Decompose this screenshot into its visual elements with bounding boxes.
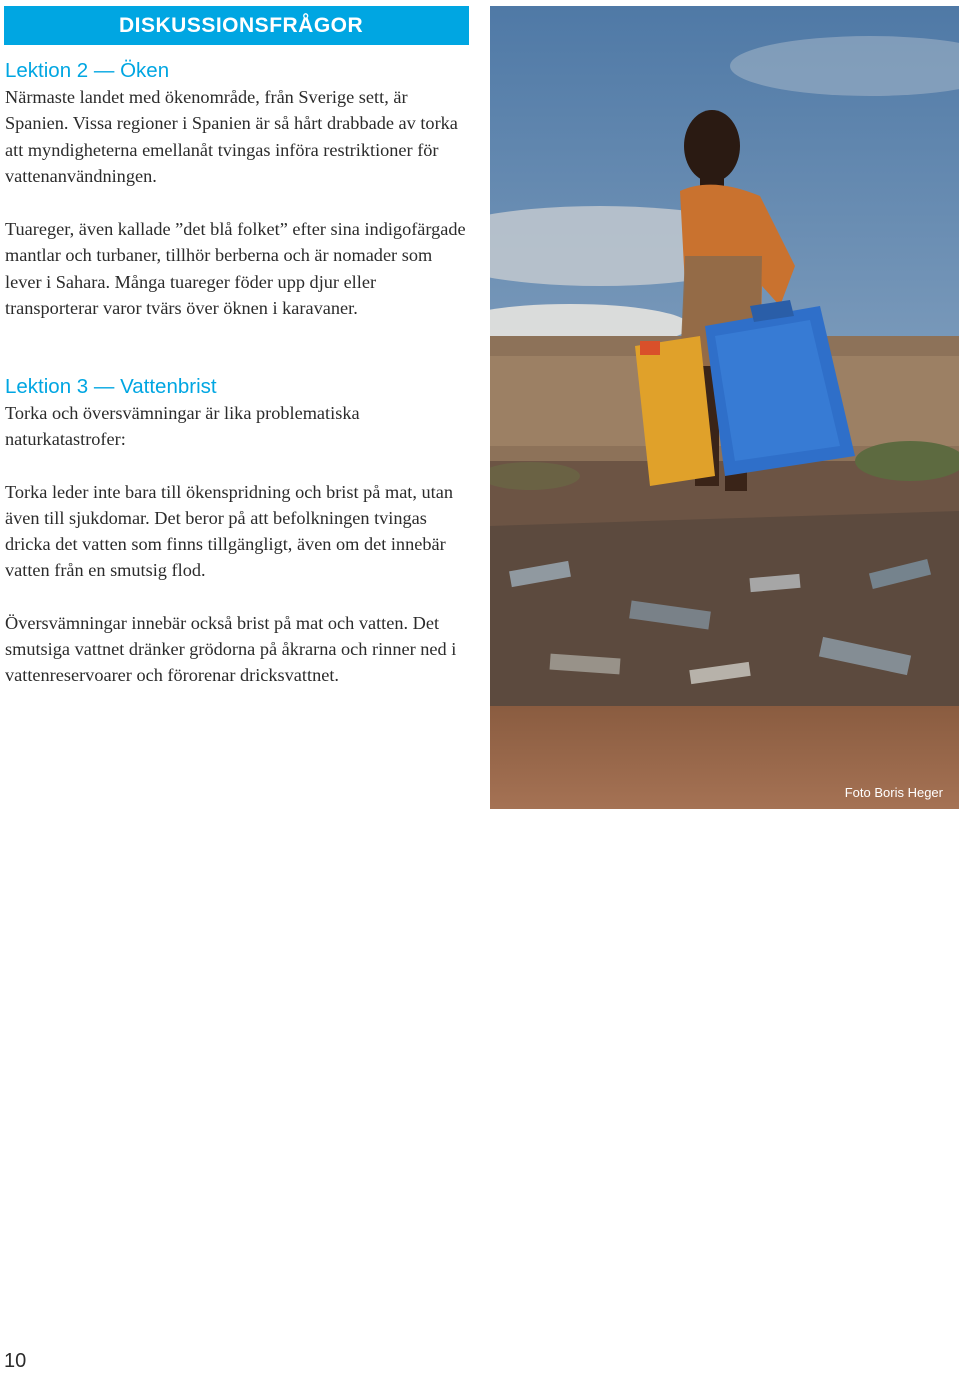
banner-title: DISKUSSIONSFRÅGOR	[119, 14, 364, 37]
photo-child-with-water-cans	[490, 6, 959, 809]
lesson-2-heading: Lektion 2 — Öken	[5, 59, 170, 82]
lesson-2-section	[5, 58, 470, 321]
lesson-2-paragraph-1: Närmaste landet med ökenområde, från Sverige sett, är Spanien. Vissa regioner i Spanien är så hårt drabbade av torka att myndigheterna emellanåt tvingas införa restriktioner för vattenanvändningen.	[5, 87, 458, 186]
lesson-2-paragraph-2: Tuareger, även kallade ”det blå folket” efter sina indigofärgade mantlar och turbaner, tillhör berberna och är nomader som lever i Sahara. Många tuareger föder upp djur eller transporterar varor tvärs över öknen i karavaner.	[5, 219, 466, 319]
lesson-3-paragraph-1: Torka och översvämningar är lika problematiska naturkatastrofer:	[5, 403, 360, 450]
page-number: 10	[4, 1350, 27, 1372]
section-banner	[4, 6, 469, 45]
lesson-3-paragraph-2: Torka leder inte bara till ökenspridning och brist på mat, utan även till sjukdomar. Det beror på att befolkningen tvingas dricka det vatten som finns tillgängligt, även om det innebär vatten från en smutsig flod.	[5, 481, 454, 581]
lesson-3-heading: Lektion 3 — Vattenbrist	[5, 375, 217, 398]
photo-illustration	[490, 6, 959, 809]
lesson-3-section	[5, 374, 470, 689]
lesson-3-paragraph-3: Översvämningar innebär också brist på mat och vatten. Det smutsiga vattnet dränker grödorna på åkrarna och rinner ned i vattenreservoarer och förorenar dricksvattnet.	[5, 612, 457, 686]
photo-credit: Foto Boris Heger	[844, 785, 943, 800]
